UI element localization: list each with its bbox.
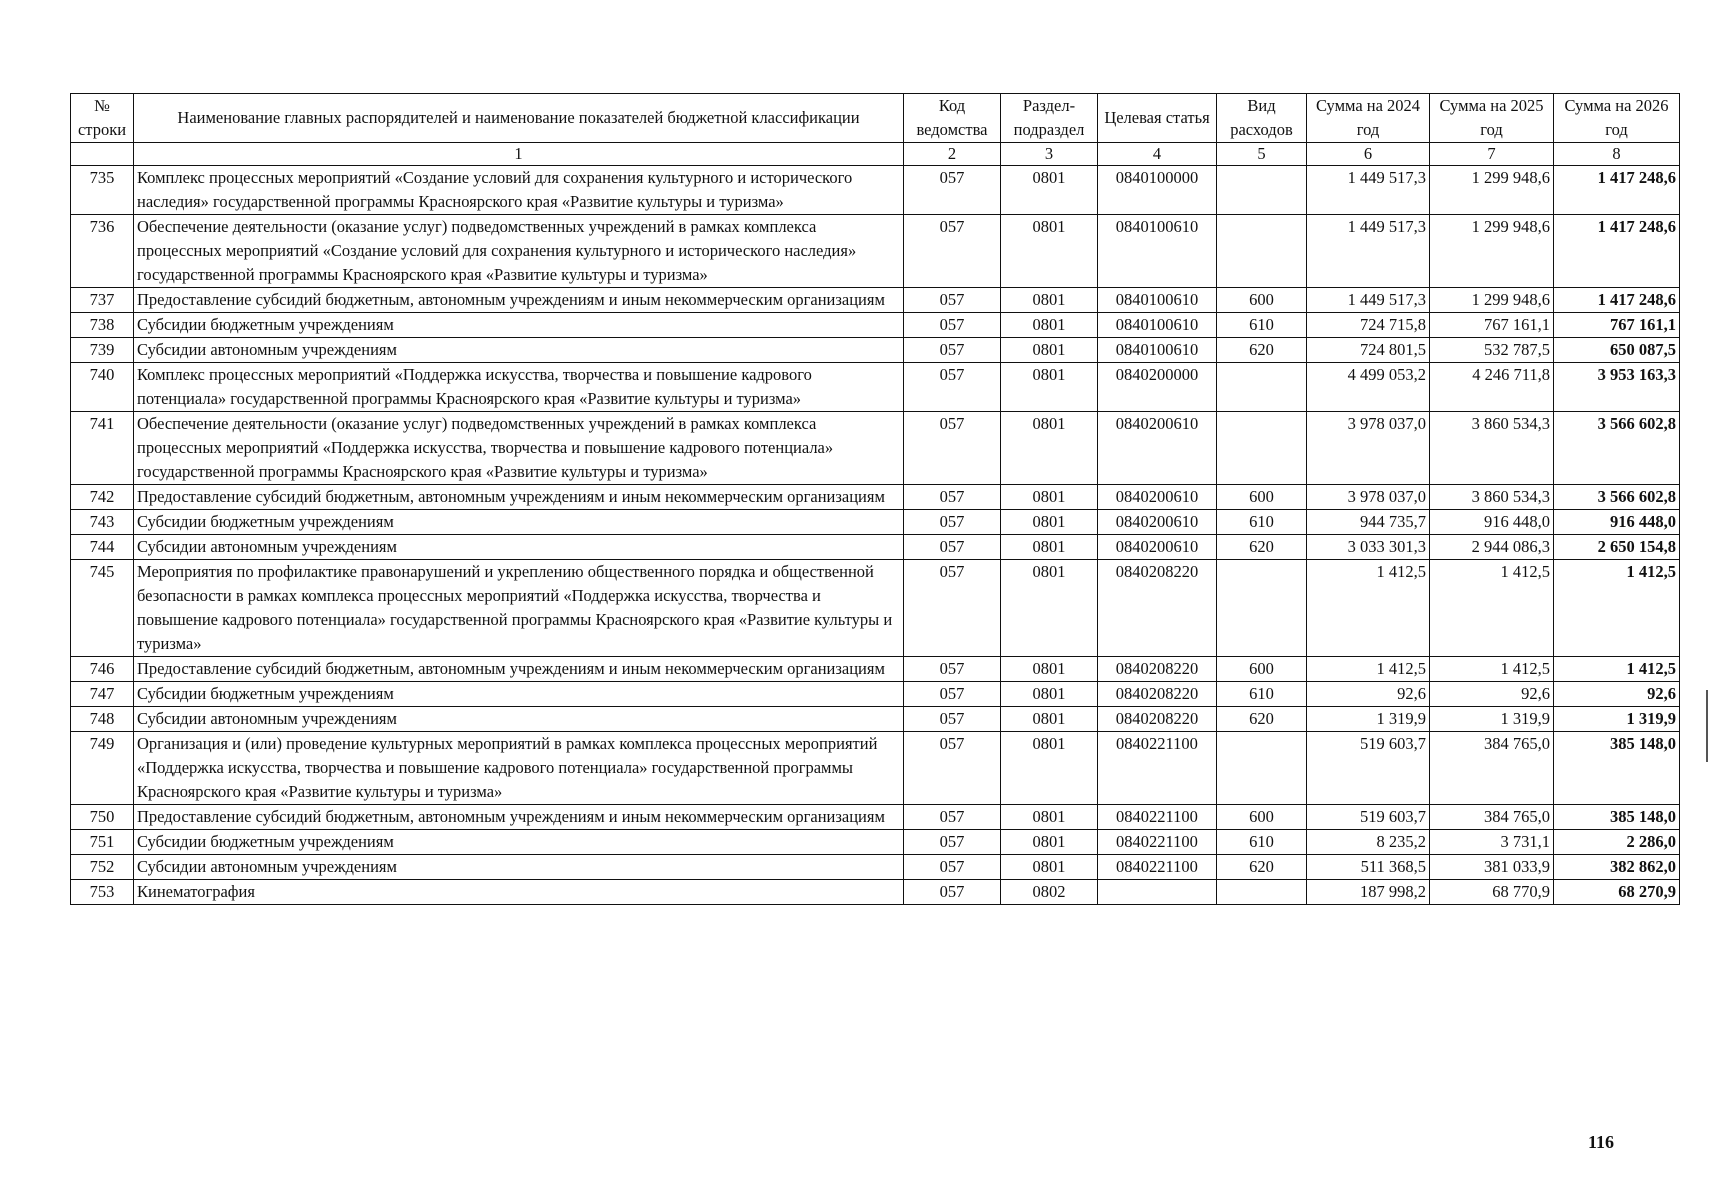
target-article: 0840221100 xyxy=(1098,805,1217,830)
sum-2025: 532 787,5 xyxy=(1430,338,1554,363)
section-code: 0801 xyxy=(1001,805,1098,830)
row-name: Предоставление субсидий бюджетным, автономным учреждениям и иным некоммерческим организациям xyxy=(134,657,904,682)
header-sum-2024: Сумма на 2024 год xyxy=(1307,94,1430,143)
section-code: 0801 xyxy=(1001,412,1098,485)
column-number: 6 xyxy=(1307,143,1430,166)
row-number: 750 xyxy=(71,805,134,830)
scan-edge-mark xyxy=(1706,690,1708,762)
section-code: 0801 xyxy=(1001,313,1098,338)
target-article: 0840100000 xyxy=(1098,166,1217,215)
sum-2026: 1 417 248,6 xyxy=(1554,288,1680,313)
sum-2025: 384 765,0 xyxy=(1430,732,1554,805)
section-code: 0801 xyxy=(1001,855,1098,880)
department-code: 057 xyxy=(904,707,1001,732)
department-code: 057 xyxy=(904,313,1001,338)
expense-type: 600 xyxy=(1217,805,1307,830)
row-name: Мероприятия по профилактике правонарушений и укреплению общественного порядка и общественной безопасности в рамках комплекса процессных мероприятий «Поддержка искусства, творчества и повышение кадрового потенциала» государственной программы Красноярского края «Развитие культуры и туризма» xyxy=(134,560,904,657)
expense-type xyxy=(1217,215,1307,288)
sum-2024: 944 735,7 xyxy=(1307,510,1430,535)
sum-2026: 3 566 602,8 xyxy=(1554,412,1680,485)
department-code: 057 xyxy=(904,560,1001,657)
sum-2024: 519 603,7 xyxy=(1307,732,1430,805)
section-code: 0801 xyxy=(1001,363,1098,412)
department-code: 057 xyxy=(904,412,1001,485)
department-code: 057 xyxy=(904,363,1001,412)
sum-2024: 724 801,5 xyxy=(1307,338,1430,363)
row-name: Субсидии бюджетным учреждениям xyxy=(134,830,904,855)
department-code: 057 xyxy=(904,215,1001,288)
expense-type: 600 xyxy=(1217,485,1307,510)
table-row xyxy=(71,363,1680,412)
row-number: 746 xyxy=(71,657,134,682)
sum-2024: 1 412,5 xyxy=(1307,657,1430,682)
row-name: Предоставление субсидий бюджетным, автономным учреждениям и иным некоммерческим организациям xyxy=(134,288,904,313)
sum-2026: 916 448,0 xyxy=(1554,510,1680,535)
row-name: Субсидии автономным учреждениям xyxy=(134,707,904,732)
target-article: 0840200610 xyxy=(1098,412,1217,485)
budget-table xyxy=(70,93,1680,905)
target-article: 0840221100 xyxy=(1098,855,1217,880)
row-name: Субсидии бюджетным учреждениям xyxy=(134,313,904,338)
department-code: 057 xyxy=(904,535,1001,560)
column-numbers-row xyxy=(71,143,1680,166)
expense-type: 600 xyxy=(1217,657,1307,682)
table-row xyxy=(71,732,1680,805)
sum-2025: 1 299 948,6 xyxy=(1430,215,1554,288)
row-name: Комплекс процессных мероприятий «Создание условий для сохранения культурного и исторического наследия» государственной программы Красноярского края «Развитие культуры и туризма» xyxy=(134,166,904,215)
row-number: 738 xyxy=(71,313,134,338)
row-name: Субсидии автономным учреждениям xyxy=(134,535,904,560)
sum-2026: 68 270,9 xyxy=(1554,880,1680,905)
sum-2024: 511 368,5 xyxy=(1307,855,1430,880)
sum-2025: 381 033,9 xyxy=(1430,855,1554,880)
column-number: 8 xyxy=(1554,143,1680,166)
sum-2026: 1 412,5 xyxy=(1554,657,1680,682)
expense-type: 620 xyxy=(1217,535,1307,560)
row-number: 748 xyxy=(71,707,134,732)
sum-2024: 1 449 517,3 xyxy=(1307,166,1430,215)
header-sum-2026: Сумма на 2026 год xyxy=(1554,94,1680,143)
sum-2024: 1 449 517,3 xyxy=(1307,288,1430,313)
section-code: 0801 xyxy=(1001,657,1098,682)
row-number: 751 xyxy=(71,830,134,855)
row-number: 745 xyxy=(71,560,134,657)
section-code: 0801 xyxy=(1001,830,1098,855)
expense-type xyxy=(1217,560,1307,657)
column-number: 5 xyxy=(1217,143,1307,166)
sum-2025: 3 860 534,3 xyxy=(1430,485,1554,510)
column-number: 2 xyxy=(904,143,1001,166)
expense-type xyxy=(1217,166,1307,215)
row-number: 752 xyxy=(71,855,134,880)
target-article: 0840221100 xyxy=(1098,830,1217,855)
table-row xyxy=(71,485,1680,510)
table-row xyxy=(71,535,1680,560)
department-code: 057 xyxy=(904,682,1001,707)
header-sum-2025: Сумма на 2025 год xyxy=(1430,94,1554,143)
sum-2026: 650 087,5 xyxy=(1554,338,1680,363)
sum-2025: 68 770,9 xyxy=(1430,880,1554,905)
section-code: 0801 xyxy=(1001,166,1098,215)
sum-2025: 3 860 534,3 xyxy=(1430,412,1554,485)
row-name: Обеспечение деятельности (оказание услуг) подведомственных учреждений в рамках комплекса процессных мероприятий «Поддержка искусства, творчества и повышение кадрового потенциала» государственной программы Красноярского края «Развитие культуры и туризма» xyxy=(134,412,904,485)
column-number: 7 xyxy=(1430,143,1554,166)
table-row xyxy=(71,560,1680,657)
sum-2026: 1 412,5 xyxy=(1554,560,1680,657)
sum-2026: 2 650 154,8 xyxy=(1554,535,1680,560)
department-code: 057 xyxy=(904,732,1001,805)
expense-type: 620 xyxy=(1217,338,1307,363)
sum-2025: 4 246 711,8 xyxy=(1430,363,1554,412)
section-code: 0801 xyxy=(1001,732,1098,805)
target-article: 0840100610 xyxy=(1098,215,1217,288)
sum-2026: 3 566 602,8 xyxy=(1554,485,1680,510)
table-row xyxy=(71,657,1680,682)
sum-2024: 1 449 517,3 xyxy=(1307,215,1430,288)
expense-type: 610 xyxy=(1217,313,1307,338)
sum-2024: 1 319,9 xyxy=(1307,707,1430,732)
sum-2025: 3 731,1 xyxy=(1430,830,1554,855)
target-article: 0840208220 xyxy=(1098,657,1217,682)
section-code: 0801 xyxy=(1001,215,1098,288)
target-article: 0840100610 xyxy=(1098,338,1217,363)
target-article: 0840208220 xyxy=(1098,682,1217,707)
row-name: Субсидии бюджетным учреждениям xyxy=(134,682,904,707)
row-name: Субсидии бюджетным учреждениям xyxy=(134,510,904,535)
sum-2025: 1 412,5 xyxy=(1430,560,1554,657)
expense-type xyxy=(1217,732,1307,805)
row-number: 747 xyxy=(71,682,134,707)
row-number: 744 xyxy=(71,535,134,560)
expense-type xyxy=(1217,880,1307,905)
sum-2024: 92,6 xyxy=(1307,682,1430,707)
target-article: 0840200610 xyxy=(1098,510,1217,535)
header-section: Раздел-подраздел xyxy=(1001,94,1098,143)
header-name: Наименование главных распорядителей и наименование показателей бюджетной классификации xyxy=(134,94,904,143)
sum-2026: 3 953 163,3 xyxy=(1554,363,1680,412)
table-body xyxy=(71,166,1680,905)
section-code: 0801 xyxy=(1001,682,1098,707)
sum-2024: 4 499 053,2 xyxy=(1307,363,1430,412)
table-row xyxy=(71,855,1680,880)
row-name: Организация и (или) проведение культурных мероприятий в рамках комплекса процессных мероприятий «Поддержка искусства, творчества и повышение кадрового потенциала» государственной программы Красноярского края «Развитие культуры и туризма» xyxy=(134,732,904,805)
sum-2024: 187 998,2 xyxy=(1307,880,1430,905)
expense-type: 620 xyxy=(1217,707,1307,732)
target-article: 0840100610 xyxy=(1098,313,1217,338)
department-code: 057 xyxy=(904,657,1001,682)
table-row xyxy=(71,510,1680,535)
target-article: 0840200610 xyxy=(1098,535,1217,560)
target-article: 0840200610 xyxy=(1098,485,1217,510)
expense-type: 620 xyxy=(1217,855,1307,880)
row-name: Предоставление субсидий бюджетным, автономным учреждениям и иным некоммерческим организациям xyxy=(134,805,904,830)
sum-2024: 1 412,5 xyxy=(1307,560,1430,657)
table-row xyxy=(71,215,1680,288)
table-row xyxy=(71,412,1680,485)
sum-2024: 3 033 301,3 xyxy=(1307,535,1430,560)
sum-2024: 519 603,7 xyxy=(1307,805,1430,830)
department-code: 057 xyxy=(904,880,1001,905)
table-row xyxy=(71,682,1680,707)
expense-type: 610 xyxy=(1217,510,1307,535)
expense-type xyxy=(1217,363,1307,412)
table-row xyxy=(71,830,1680,855)
target-article: 0840208220 xyxy=(1098,707,1217,732)
row-number: 742 xyxy=(71,485,134,510)
row-number: 736 xyxy=(71,215,134,288)
sum-2025: 92,6 xyxy=(1430,682,1554,707)
department-code: 057 xyxy=(904,855,1001,880)
sum-2026: 767 161,1 xyxy=(1554,313,1680,338)
sum-2026: 92,6 xyxy=(1554,682,1680,707)
page-number: 116 xyxy=(1588,1132,1615,1152)
sum-2026: 1 417 248,6 xyxy=(1554,166,1680,215)
header-target-article: Целевая статья xyxy=(1098,94,1217,143)
table-row xyxy=(71,313,1680,338)
sum-2024: 8 235,2 xyxy=(1307,830,1430,855)
department-code: 057 xyxy=(904,288,1001,313)
department-code: 057 xyxy=(904,510,1001,535)
column-number xyxy=(71,143,134,166)
section-code: 0801 xyxy=(1001,707,1098,732)
row-name: Кинематография xyxy=(134,880,904,905)
row-number: 737 xyxy=(71,288,134,313)
sum-2025: 1 299 948,6 xyxy=(1430,288,1554,313)
sum-2026: 1 417 248,6 xyxy=(1554,215,1680,288)
sum-2025: 1 299 948,6 xyxy=(1430,166,1554,215)
table-row xyxy=(71,288,1680,313)
sum-2026: 2 286,0 xyxy=(1554,830,1680,855)
sum-2025: 384 765,0 xyxy=(1430,805,1554,830)
header-row xyxy=(71,94,1680,143)
sum-2026: 385 148,0 xyxy=(1554,732,1680,805)
sum-2026: 382 862,0 xyxy=(1554,855,1680,880)
sum-2025: 1 412,5 xyxy=(1430,657,1554,682)
row-name: Субсидии автономным учреждениям xyxy=(134,338,904,363)
row-number: 740 xyxy=(71,363,134,412)
department-code: 057 xyxy=(904,805,1001,830)
sum-2025: 2 944 086,3 xyxy=(1430,535,1554,560)
section-code: 0801 xyxy=(1001,535,1098,560)
row-name: Обеспечение деятельности (оказание услуг) подведомственных учреждений в рамках комплекса процессных мероприятий «Создание условий для сохранения культурного и исторического наследия» государственной программы Красноярского края «Развитие культуры и туризма» xyxy=(134,215,904,288)
expense-type xyxy=(1217,412,1307,485)
row-number: 739 xyxy=(71,338,134,363)
expense-type: 600 xyxy=(1217,288,1307,313)
header-expense-type: Вид расходов xyxy=(1217,94,1307,143)
section-code: 0801 xyxy=(1001,485,1098,510)
target-article: 0840208220 xyxy=(1098,560,1217,657)
sum-2025: 767 161,1 xyxy=(1430,313,1554,338)
target-article xyxy=(1098,880,1217,905)
department-code: 057 xyxy=(904,166,1001,215)
section-code: 0801 xyxy=(1001,560,1098,657)
column-number: 4 xyxy=(1098,143,1217,166)
target-article: 0840200000 xyxy=(1098,363,1217,412)
column-number: 3 xyxy=(1001,143,1098,166)
row-number: 743 xyxy=(71,510,134,535)
row-number: 741 xyxy=(71,412,134,485)
section-code: 0801 xyxy=(1001,338,1098,363)
department-code: 057 xyxy=(904,338,1001,363)
column-number: 1 xyxy=(134,143,904,166)
table-row xyxy=(71,707,1680,732)
table-row xyxy=(71,880,1680,905)
sum-2024: 724 715,8 xyxy=(1307,313,1430,338)
row-number: 749 xyxy=(71,732,134,805)
section-code: 0801 xyxy=(1001,288,1098,313)
row-name: Субсидии автономным учреждениям xyxy=(134,855,904,880)
expense-type: 610 xyxy=(1217,682,1307,707)
row-number: 735 xyxy=(71,166,134,215)
table-row xyxy=(71,166,1680,215)
target-article: 0840100610 xyxy=(1098,288,1217,313)
row-name: Комплекс процессных мероприятий «Поддержка искусства, творчества и повышение кадрового потенциала» государственной программы Красноярского края «Развитие культуры и туризма» xyxy=(134,363,904,412)
sum-2024: 3 978 037,0 xyxy=(1307,412,1430,485)
sum-2026: 1 319,9 xyxy=(1554,707,1680,732)
row-name: Предоставление субсидий бюджетным, автономным учреждениям и иным некоммерческим организациям xyxy=(134,485,904,510)
target-article: 0840221100 xyxy=(1098,732,1217,805)
header-department-code: Код ведомства xyxy=(904,94,1001,143)
section-code: 0802 xyxy=(1001,880,1098,905)
sum-2026: 385 148,0 xyxy=(1554,805,1680,830)
sum-2025: 1 319,9 xyxy=(1430,707,1554,732)
department-code: 057 xyxy=(904,830,1001,855)
department-code: 057 xyxy=(904,485,1001,510)
header-row-number: № строки xyxy=(71,94,134,143)
sum-2024: 3 978 037,0 xyxy=(1307,485,1430,510)
sum-2025: 916 448,0 xyxy=(1430,510,1554,535)
row-number: 753 xyxy=(71,880,134,905)
table-row xyxy=(71,805,1680,830)
expense-type: 610 xyxy=(1217,830,1307,855)
section-code: 0801 xyxy=(1001,510,1098,535)
table-row xyxy=(71,338,1680,363)
